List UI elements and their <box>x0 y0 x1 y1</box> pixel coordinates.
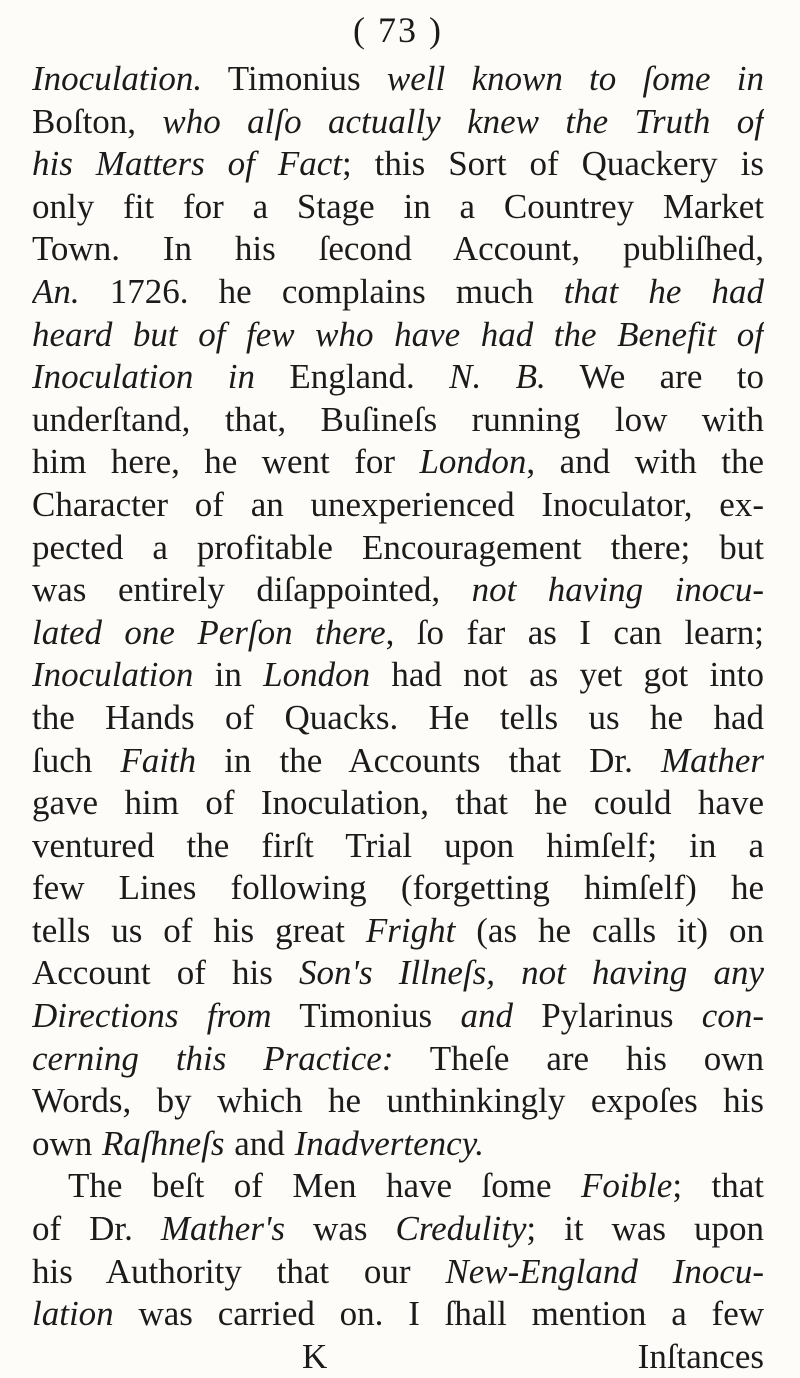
text-run: had not as yet got into <box>370 655 764 695</box>
text-run: tells us of his great <box>32 910 366 950</box>
text-run: Boſton, <box>32 101 163 141</box>
text-run: Timonius <box>271 996 461 1036</box>
text-line <box>32 1251 764 1294</box>
text-run: Character of an unexperienced Inoculator, ex- <box>32 484 764 524</box>
text-line <box>32 910 764 953</box>
text-run: Timonius <box>202 59 387 98</box>
text-line <box>32 101 764 144</box>
italic-text: Inadvertency. <box>294 1123 485 1163</box>
body-text <box>32 58 764 1336</box>
text-line <box>32 867 764 910</box>
text-line <box>32 399 764 442</box>
text-line <box>32 569 764 612</box>
italic-text: London <box>419 442 527 482</box>
text-line <box>32 228 764 271</box>
text-line <box>32 58 764 101</box>
text-run: underſtand, that, Buſineſs running low with <box>32 399 764 439</box>
text-run: of Dr. <box>32 1209 161 1249</box>
text-line <box>32 782 764 825</box>
text-line <box>32 1038 764 1081</box>
text-run: was <box>285 1209 396 1249</box>
italic-text: lated one Perſon there <box>32 612 386 652</box>
text-line <box>32 1208 764 1251</box>
page-number: ( 73 ) <box>353 10 443 50</box>
italic-text: Fright <box>365 910 456 950</box>
text-run: , ſo far as I can learn; <box>385 612 764 652</box>
text-run: in <box>193 655 264 695</box>
italic-text: An. <box>32 271 80 311</box>
italic-text: Foible <box>580 1166 673 1206</box>
italic-text: that he had <box>563 271 764 311</box>
text-line <box>32 314 764 357</box>
text-run: England. <box>254 357 450 397</box>
text-run: , and with the <box>526 442 764 482</box>
italic-text: Inoculation <box>32 655 194 695</box>
text-line <box>32 484 764 527</box>
text-run: ; that <box>672 1166 764 1206</box>
text-line <box>32 1293 764 1336</box>
italic-text: New-England Inocu- <box>445 1251 764 1291</box>
italic-text: who alſo actually knew the Truth of <box>162 101 764 141</box>
italic-text: well known to ſome in <box>386 59 764 98</box>
text-line <box>32 527 764 570</box>
text-run: ; this Sort of Quackery is <box>341 144 764 184</box>
text-run: ventured the firſt Trial upon himſelf; in a <box>32 825 764 865</box>
text-run: Account of his <box>32 953 300 993</box>
text-run: Town. In his ſecond Account, publiſhed, <box>32 229 764 269</box>
catchword: Inſtances <box>637 1336 764 1376</box>
italic-text: Son's Illneſs, not having any <box>299 953 764 993</box>
italic-text: Inoculation in <box>32 357 255 397</box>
italic-text: Mather's <box>160 1209 286 1249</box>
text-run: only fit for a Stage in a Countrey Market <box>32 186 764 226</box>
italic-text: heard but of few who have had the Benefit of <box>32 314 764 354</box>
page-footer <box>32 1336 764 1378</box>
text-run: Theſe are his own <box>393 1038 764 1078</box>
text-line <box>32 271 764 314</box>
text-run: ; it was upon <box>526 1209 764 1249</box>
text-line <box>32 356 764 399</box>
text-run: the Hands of Quacks. He tells us he had <box>32 697 764 737</box>
signature-mark: K <box>302 1336 328 1376</box>
italic-text: Mather <box>660 740 764 780</box>
text-run: pected a profitable Encouragement there; but <box>32 527 764 567</box>
text-line <box>32 995 764 1038</box>
italic-text: Directions from <box>32 996 272 1036</box>
text-line <box>32 1123 764 1166</box>
text-line <box>32 952 764 995</box>
text-line <box>32 654 764 697</box>
text-run: own <box>32 1123 103 1163</box>
text-run: Pylarinus <box>512 996 702 1036</box>
italic-text: con- <box>701 996 764 1036</box>
text-run: (as he calls it) on <box>455 910 764 950</box>
italic-text: London <box>263 655 371 695</box>
text-line <box>32 1080 764 1123</box>
text-run: gave him of Inoculation, that he could have <box>32 783 764 823</box>
italic-text: Faith <box>120 740 197 780</box>
text-line <box>32 186 764 229</box>
text-run: was entirely diſappointed, <box>32 570 472 610</box>
text-line <box>32 697 764 740</box>
text-run: few Lines following (forgetting himſelf) he <box>32 868 764 908</box>
text-line <box>32 612 764 655</box>
text-line <box>32 441 764 484</box>
italic-text: his Matters of Fact <box>32 144 342 184</box>
text-run: in the Accounts that Dr. <box>196 740 661 780</box>
text-run: The beſt of Men have ſome <box>68 1166 581 1206</box>
text-run: We are to <box>545 357 764 397</box>
text-run: him here, he went for <box>32 442 420 482</box>
text-run: Words, by which he unthinkingly expoſes his <box>32 1081 764 1121</box>
italic-text: Credulity <box>395 1209 527 1249</box>
italic-text: lation <box>32 1294 114 1334</box>
italic-text: Raſhneſs <box>102 1123 225 1163</box>
text-line <box>32 143 764 186</box>
italic-text: N. B. <box>449 357 546 397</box>
text-line <box>32 1165 764 1208</box>
text-run: and <box>224 1123 295 1163</box>
italic-text: Inoculation. <box>32 59 203 98</box>
italic-text: not having inocu- <box>471 570 764 610</box>
italic-text: and <box>460 996 513 1036</box>
text-line <box>32 825 764 868</box>
text-run: was carried on. I ſhall mention a few <box>113 1294 764 1334</box>
text-run: ſuch <box>32 740 121 780</box>
text-run: his Authority that our <box>32 1251 446 1291</box>
italic-text: cerning this Practice: <box>32 1038 394 1078</box>
text-line <box>32 740 764 783</box>
text-run: 1726. he complains much <box>79 271 564 311</box>
